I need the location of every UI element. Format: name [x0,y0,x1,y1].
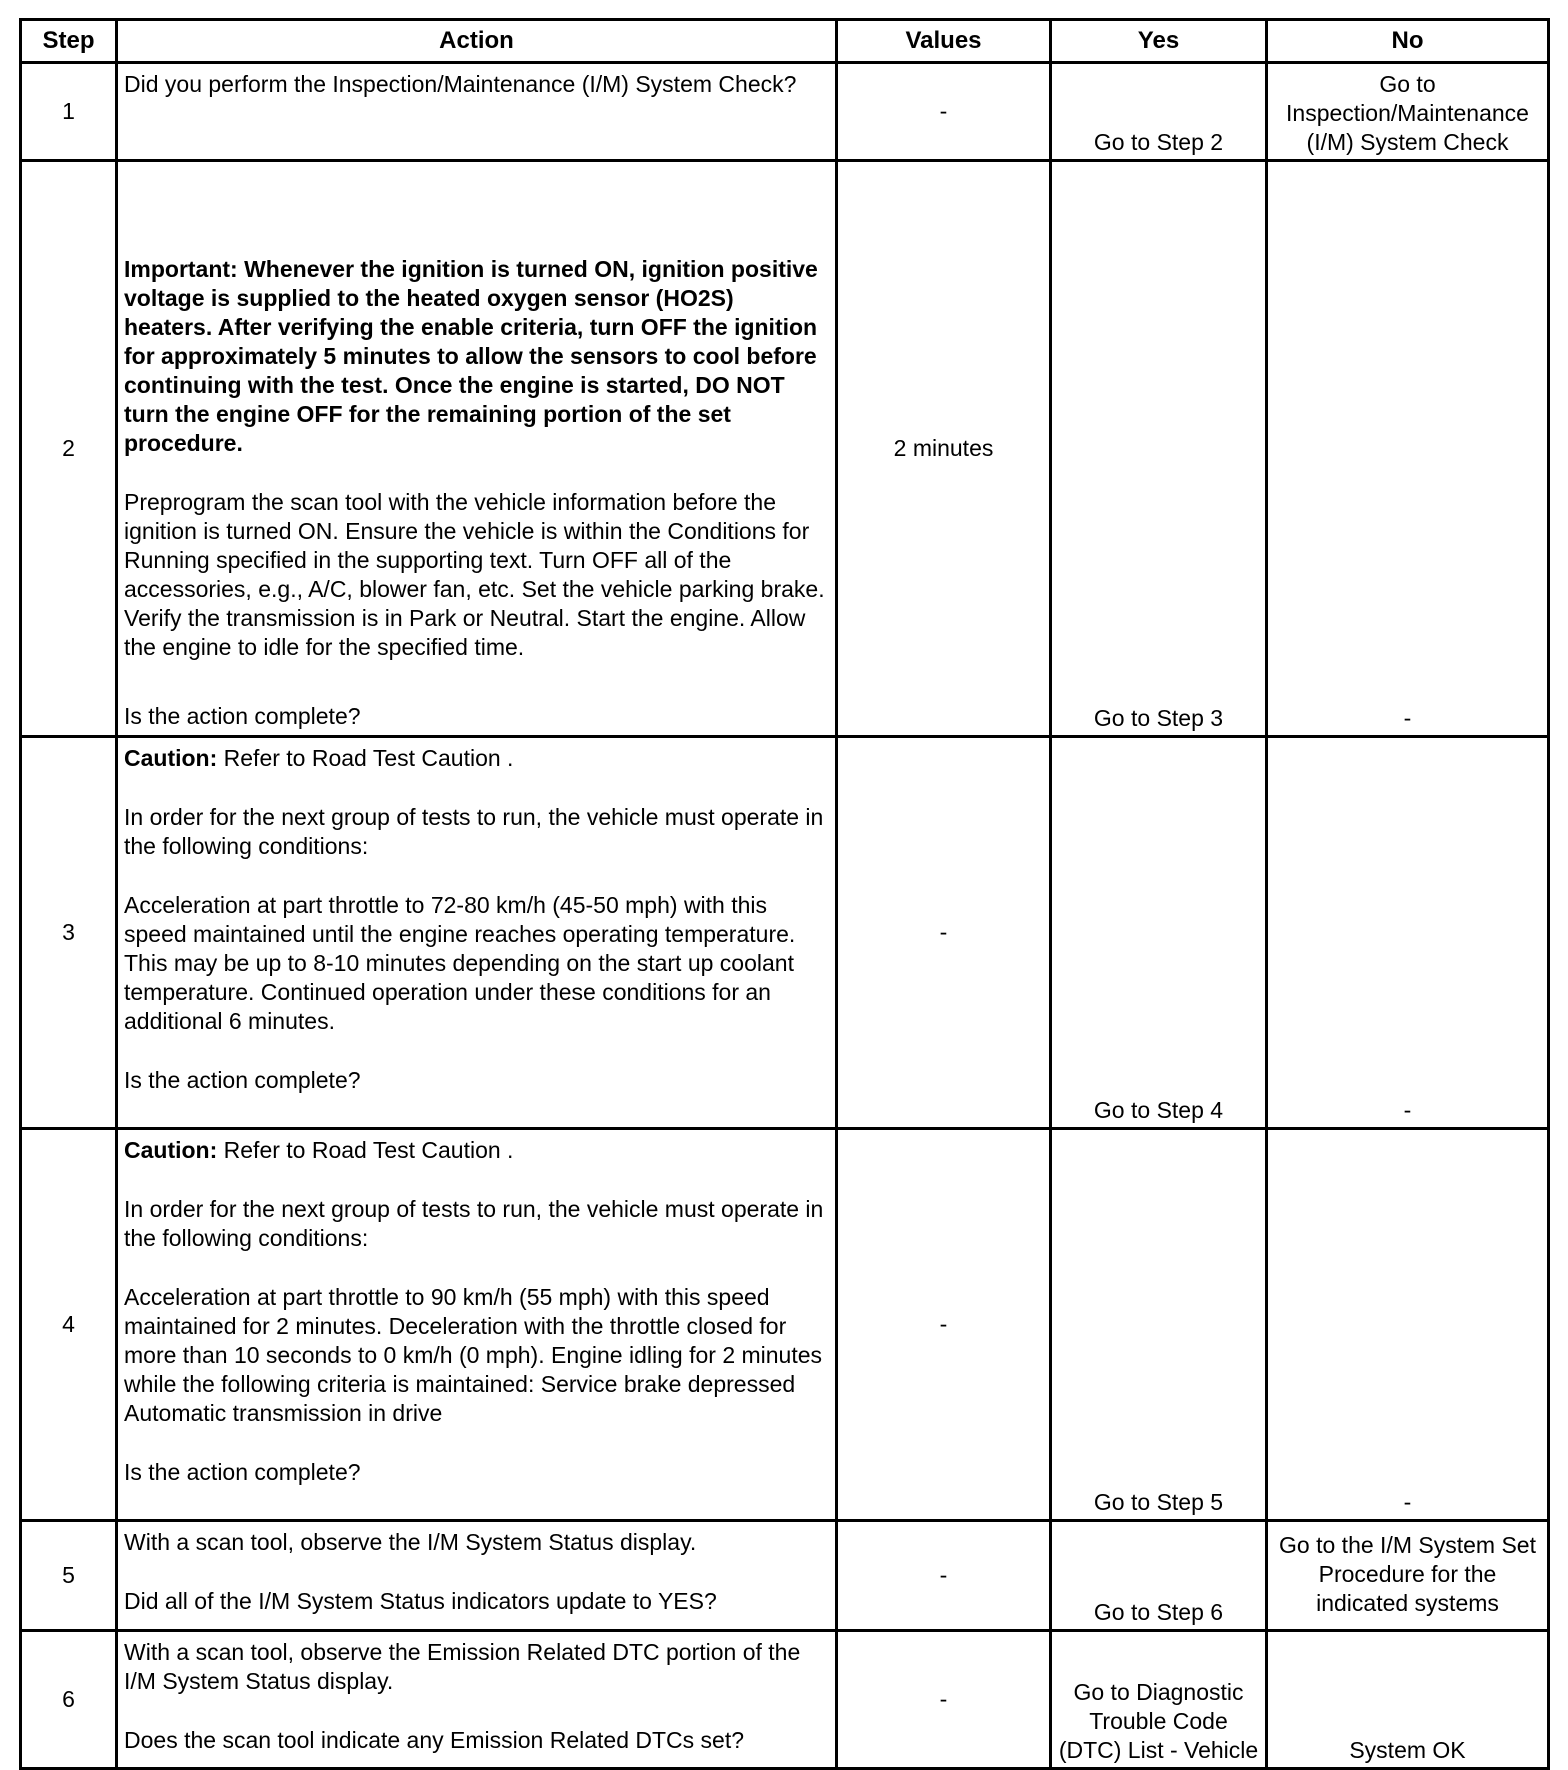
header-no: No [1267,20,1549,63]
action-text: With a scan tool, observe the I/M System Status display. [124,1529,697,1555]
yes-link[interactable]: Go to Step 2 [1051,63,1267,161]
step-number: 1 [21,63,117,161]
value-cell: - [837,1521,1051,1631]
action-cell [117,737,837,1129]
important-note: Important: Whenever the ignition is turned ON, ignition positive voltage is supplied to the heated oxygen sensor (HO2S) heaters. After verifying the enable criteria, turn OFF the ignition for approximately 5 minutes to allow the sensors to cool before continuing with the test. Once the engine is started, DO NOT turn the engine OFF for the remaining portion of the set procedure. [124,256,818,456]
value-cell: - [837,63,1051,161]
action-question: Is the action complete? [124,703,361,729]
table-row-step-5 [21,1521,1549,1631]
action-question: Did all of the I/M System Status indicators update to YES? [124,1588,717,1614]
step-number: 5 [21,1521,117,1631]
value-cell: - [837,737,1051,1129]
action-question: Does the scan tool indicate any Emission Related DTCs set? [124,1727,745,1753]
value-cell: - [837,1129,1051,1521]
header-values: Values [837,20,1051,63]
step-number: 4 [21,1129,117,1521]
action-cell [117,161,837,737]
no-link[interactable]: Go to Inspection/Maintenance (I/M) System Check [1267,63,1549,161]
road-test-caution-link[interactable]: Refer to Road Test Caution . [217,1137,514,1163]
action-cell [117,63,837,161]
yes-link[interactable]: Go to Step 6 [1051,1521,1267,1631]
action-body: Preprogram the scan tool with the vehicle information before the ignition is turned ON. Ensure the vehicle is within the Conditions for Running specified in the supporting text. Turn OFF all of the accessories, e.g., A/C, blower fan, etc. Set the vehicle parking brake. Verify the transmission is in Park or Neutral. Start the engine. Allow the engine to idle for the specified time. [124,489,825,660]
value-cell: 2 minutes [837,161,1051,737]
action-cell [117,1129,837,1521]
action-question: Is the action complete? [124,1459,361,1485]
header-step: Step [21,20,117,63]
yes-link[interactable]: Go to Step 5 [1051,1129,1267,1521]
action-question: Is the action complete? [124,1067,361,1093]
road-test-caution-link[interactable]: Refer to Road Test Caution . [217,745,514,771]
action-intro: In order for the next group of tests to run, the vehicle must operate in the following conditions: [124,804,824,859]
yes-link[interactable]: Go to Diagnostic Trouble Code (DTC) List - Vehicle [1051,1631,1267,1769]
action-text: Did you perform the Inspection/Maintenance (I/M) System Check? [124,71,797,97]
table-row-step-6 [21,1631,1549,1769]
action-cell [117,1631,837,1769]
action-body: Acceleration at part throttle to 72-80 km/h (45-50 mph) with this speed maintained until the engine reaches operating temperature. This may be up to 8-10 minutes depending on the start up coolant temperature. Continued operation under these conditions for an additional 6 minutes. [124,892,796,1034]
header-yes: Yes [1051,20,1267,63]
no-link[interactable]: - [1267,737,1549,1129]
action-text: With a scan tool, observe the Emission Related DTC portion of the I/M System Status display. [124,1639,801,1694]
step-number: 3 [21,737,117,1129]
yes-link[interactable]: Go to Step 4 [1051,737,1267,1129]
no-link[interactable]: - [1267,1129,1549,1521]
caution-note: Caution: Refer to Road Test Caution . [124,1137,514,1163]
caution-note: Caution: Refer to Road Test Caution . [124,745,514,771]
header-row [21,20,1549,63]
step-number: 6 [21,1631,117,1769]
action-cell [117,1521,837,1631]
yes-link[interactable]: Go to Step 3 [1051,161,1267,737]
action-body: Acceleration at part throttle to 90 km/h (55 mph) with this speed maintained for 2 minutes. Deceleration with the throttle closed for more than 10 seconds to 0 km/h (0 mph). Engine idling for 2 minutes while the following criteria is maintained: Service brake depressed Automatic transmission in drive [124,1284,823,1426]
table-row-step-3 [21,737,1549,1129]
header-action: Action [117,20,837,63]
action-intro: In order for the next group of tests to run, the vehicle must operate in the following conditions: [124,1196,824,1251]
step-number: 2 [21,161,117,737]
no-link[interactable]: Go to the I/M System Set Procedure for the indicated systems [1267,1521,1549,1631]
table-row-step-1 [21,63,1549,161]
table-row-step-2 [21,161,1549,737]
value-cell: - [837,1631,1051,1769]
diagnostic-table [19,18,1550,1770]
no-link[interactable]: System OK [1267,1631,1549,1769]
table-row-step-4 [21,1129,1549,1521]
no-link[interactable]: - [1267,161,1549,737]
